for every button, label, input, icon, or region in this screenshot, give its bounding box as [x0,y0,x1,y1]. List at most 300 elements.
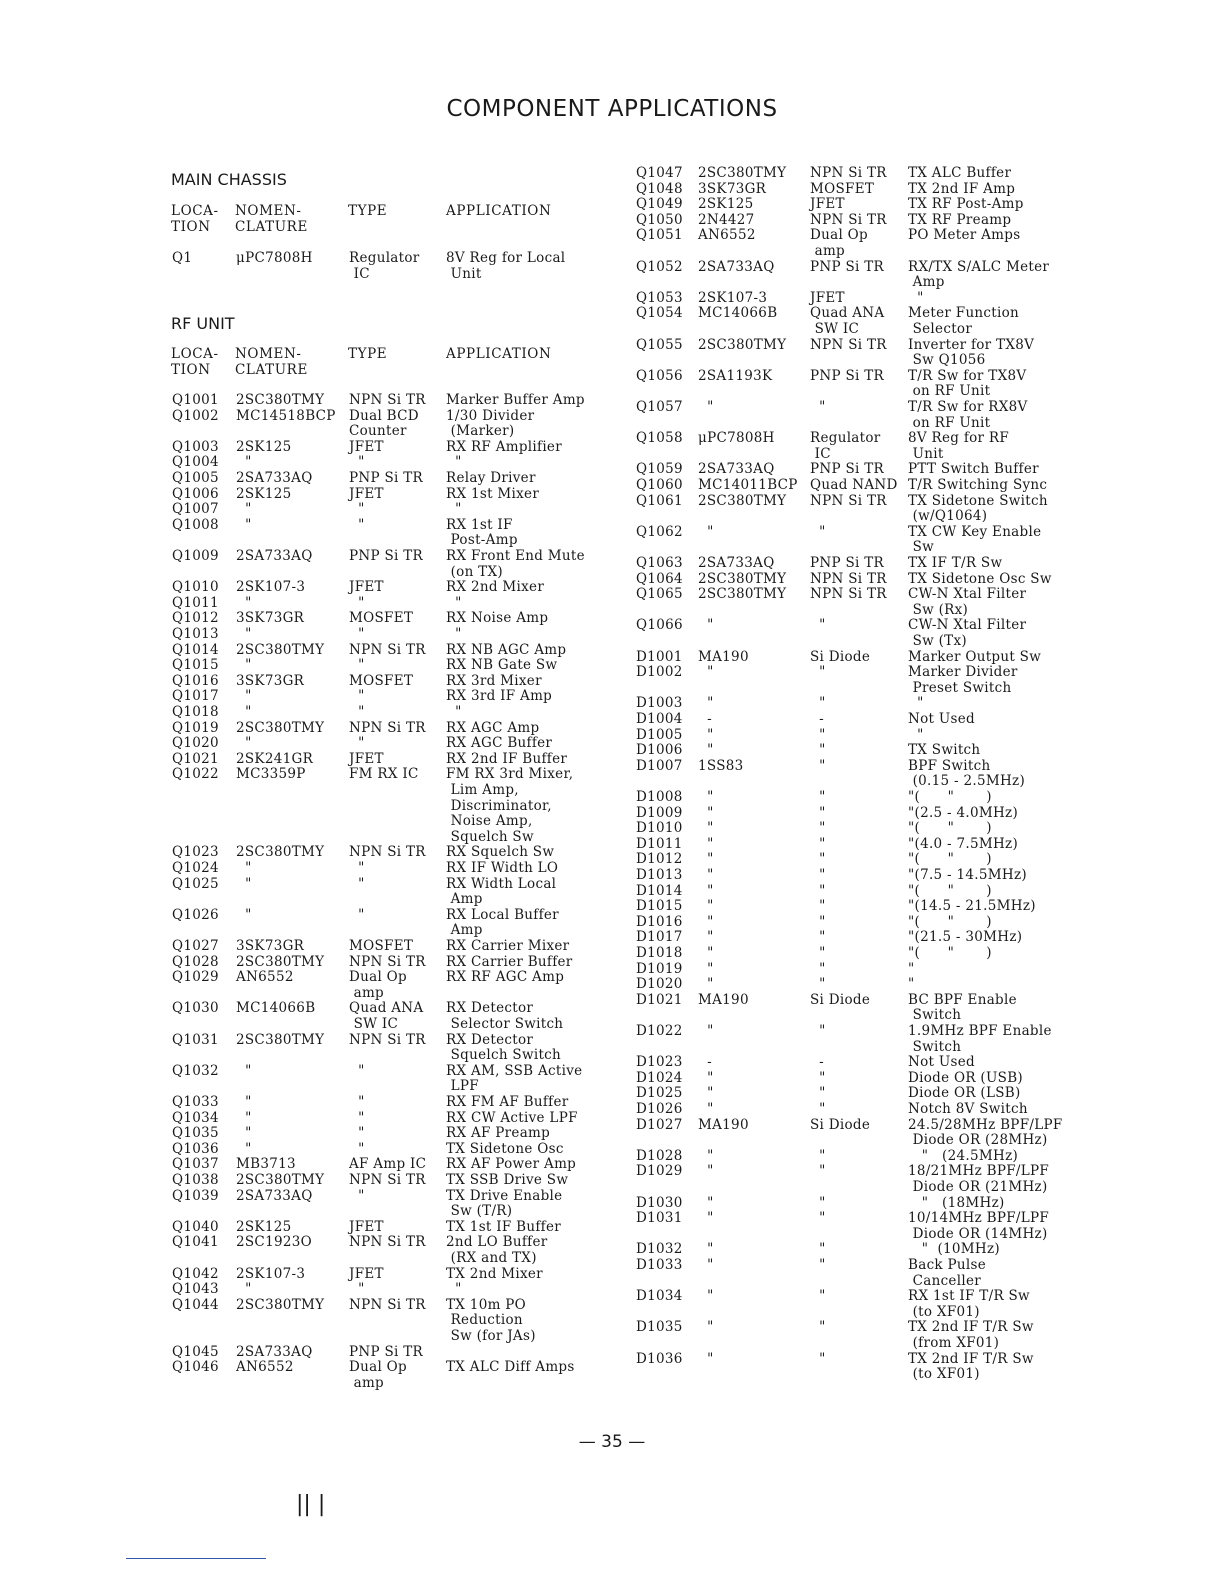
header-nomenclature: NOMEN- CLATURE [235,203,308,235]
cell-loc: Q1028 [172,953,219,970]
cell-nom: " [236,688,252,705]
cell-nom: " [698,882,714,899]
cell-nom: 2SC380TMY [236,392,325,408]
cell-loc: Q1039 [172,1187,219,1204]
cell-app: TX Sidetone Osc Sw [908,570,1052,587]
cell-app: RX AGC Buffer [446,735,553,752]
cell-type: " [810,726,826,743]
cell-type: " [349,1125,365,1142]
cell-type: JFET [349,750,384,767]
cell-nom: " [236,516,252,533]
cell-nom: 2SA733AQ [236,470,313,486]
cell-nom: 2SA733AQ [236,1343,313,1360]
cell-type: " [810,1350,826,1367]
cell-nom: 2SK107-3 [236,579,306,596]
cell-type: " [810,664,826,681]
cell-type: " [810,1257,826,1273]
cell-app: "(4.0 - 7.5MHz) [908,835,1019,852]
cell-loc: Q1005 [172,470,219,486]
cell-nom: 2SC1923O [236,1234,312,1251]
cell-type: PNP Si TR [810,555,884,571]
cell-app: "(21.5 - 30MHz) [908,929,1023,946]
cell-type: " [349,1109,365,1126]
cell-app: 18/21MHz BPF/LPF Diode OR (21MHz) [908,1163,1050,1195]
cell-type: " [810,1085,826,1102]
cell-loc: D1013 [636,867,683,883]
cell-nom: 1SS83 [698,757,744,774]
cell-loc: Q1066 [636,617,683,634]
cell-loc: D1016 [636,913,683,930]
cell-app: T/R Switching Sync [908,477,1048,493]
cell-type: " [810,960,826,977]
cell-app: " (10MHz) [908,1241,1000,1258]
cell-app: RX AGC Amp [446,719,540,736]
cell-type: " [810,1101,826,1117]
cell-app: RX AM, SSB Active LPF [446,1062,583,1095]
cell-app: Marker Divider Preset Switch [908,664,1018,696]
cell-loc: D1002 [636,664,683,681]
cell-loc: Q1014 [172,641,219,658]
cell-loc: Q1052 [636,258,683,275]
cell-type: " [349,626,365,642]
cell-nom: - [698,711,713,727]
cell-type: Regulator IC [810,430,881,462]
cell-app: TX 2nd Mixer [446,1265,543,1282]
cell-loc: Q1012 [172,610,219,627]
cell-app: CW-N Xtal Filter Sw (Tx) [908,617,1027,649]
cell-loc: D1025 [636,1085,683,1102]
cell-loc: Q1053 [636,289,683,306]
cell-loc: D1023 [636,1054,683,1071]
cell-loc: Q1018 [172,704,219,720]
cell-loc: Q1029 [172,969,219,986]
header-application: APPLICATION [446,203,552,219]
cell-nom: AN6552 [236,1359,294,1376]
cell-app: TX CW Key Enable Sw [908,523,1042,556]
cell-type: " [349,657,365,674]
cell-nom: MA190 [698,1116,749,1133]
cell-nom: 3SK73GR [236,610,305,627]
cell-app: RX Detector Selector Switch [446,1000,564,1032]
cell-nom: 2SA733AQ [236,548,313,564]
cell-nom: 2SC380TMY [698,492,787,509]
cell-nom: " [698,1350,714,1367]
cell-app: TX IF T/R Sw [908,555,1003,571]
cell-app: RX/TX S/ALC Meter Amp [908,258,1050,291]
header-location: LOCA- TION [171,203,219,235]
cell-app: RX Width Local Amp [446,875,557,908]
cell-loc: D1018 [636,945,683,961]
cell-type: PNP Si TR [349,470,423,486]
cell-app: Meter Function Selector [908,305,1020,337]
cell-loc: Q1 [172,250,193,266]
cell-type: Dual Op amp [349,969,407,1001]
cell-nom: 2SC380TMY [698,586,787,603]
cell-type: " [810,399,826,415]
cell-loc: D1008 [636,789,683,805]
cell-nom: " [236,735,252,752]
cell-nom: AN6552 [698,227,756,244]
cell-type: NPN Si TR [349,1296,426,1313]
cell-app: Notch 8V Switch [908,1101,1028,1117]
cell-nom: " [698,1101,714,1117]
cell-loc: Q1045 [172,1343,219,1360]
cell-nom: " [236,1125,252,1142]
cell-loc: Q1048 [636,180,683,197]
cell-app: Marker Output Sw [908,648,1042,665]
cell-type: MOSFET [349,610,414,627]
cell-app: RX 3rd Mixer [446,672,542,689]
cell-nom: " [698,1147,714,1164]
cell-loc: Q1013 [172,626,219,642]
cell-nom: MC14066B [698,305,778,322]
cell-type: " [349,860,365,876]
cell-app: TX 10m PO Reduction Sw (for JAs) [446,1296,536,1344]
cell-type: NPN Si TR [349,641,426,658]
cell-app: RX AF Preamp [446,1125,551,1142]
cell-loc: D1012 [636,851,683,868]
cell-nom: 3SK73GR [236,938,305,954]
cell-app: TX Sidetone Switch (w/Q1064) [908,492,1048,525]
cell-nom: " [698,804,714,821]
cell-type: Si Diode [810,991,871,1008]
cell-app: TX 2nd IF Amp [908,180,1016,197]
cell-nom: " [698,399,714,415]
cell-type: " [810,523,826,540]
cell-loc: D1035 [636,1319,683,1336]
cell-loc: Q1004 [172,454,219,471]
cell-loc: Q1054 [636,305,683,322]
page-title: COMPONENT APPLICATIONS [446,96,778,122]
cell-app: Diode OR (USB) [908,1069,1023,1086]
cell-nom: 2SK125 [698,196,754,213]
cell-type: " [810,1319,826,1336]
cell-type: " [349,906,365,923]
cell-nom: 2SK125 [236,438,292,455]
cell-app: "( " ) [908,789,992,805]
cell-loc: D1001 [636,648,683,665]
cell-type: JFET [810,196,845,213]
cell-loc: Q1050 [636,211,683,228]
cell-loc: Q1065 [636,586,683,603]
cell-app: RX AF Power Amp [446,1156,577,1173]
cell-app: "(14.5 - 21.5MHz) [908,898,1036,915]
cell-app: " (24.5MHz) [908,1147,1019,1164]
cell-type: " [810,1023,826,1039]
cell-loc: D1003 [636,695,683,712]
cell-loc: Q1002 [172,407,219,424]
cell-app: " [446,626,462,642]
cell-nom: MC14066B [236,1000,316,1017]
cell-app: RX Carrier Mixer [446,938,570,954]
cell-app: TX 1st IF Buffer [446,1218,561,1235]
cell-nom: " [236,1109,252,1126]
cell-loc: Q1062 [636,523,683,540]
cell-nom: " [236,875,252,892]
cell-type: Quad ANA SW IC [810,305,885,337]
cell-loc: Q1040 [172,1218,219,1235]
cell-type: " [810,804,826,821]
main-chassis-heading: MAIN CHASSIS [171,170,287,189]
cell-nom: 2N4427 [698,211,755,228]
cell-app: "( " ) [908,913,992,930]
cell-loc: Q1024 [172,860,219,876]
cell-loc: D1032 [636,1241,683,1258]
cell-loc: Q1032 [172,1062,219,1079]
cell-type: " [810,1147,826,1164]
cell-type: JFET [349,438,384,455]
cell-nom: " [698,945,714,961]
cell-app: " [908,726,924,743]
cell-nom: " [698,664,714,681]
cell-nom: " [698,835,714,852]
cell-nom: 2SA733AQ [698,461,775,478]
cell-type: JFET [349,1218,384,1235]
cell-type: " [349,516,365,533]
cell-type: " [810,617,826,634]
cell-loc: Q1036 [172,1140,219,1157]
cell-loc: Q1058 [636,430,683,447]
cell-type: " [810,929,826,946]
cell-type: Si Diode [810,1116,871,1133]
header-location: LOCA- TION [171,346,219,378]
cell-loc: D1014 [636,882,683,899]
cell-app: T/R Sw for RX8V on RF Unit [908,399,1028,431]
cell-nom: MC3359P [236,766,306,783]
cell-loc: Q1049 [636,196,683,213]
cell-nom: " [236,704,252,720]
bottom-rule [126,1558,266,1559]
cell-loc: Q1060 [636,477,683,493]
cell-nom: MC14011BCP [698,477,798,493]
cell-type: - [810,711,825,727]
header-type: TYPE [348,346,388,362]
cell-nom: MC14518BCP [236,407,336,424]
cell-type: Quad ANA SW IC [349,1000,424,1032]
cell-type: PNP Si TR [349,548,423,564]
cell-type: - [810,1054,825,1071]
cell-type: Quad NAND [810,477,898,493]
cell-nom: " [698,1288,714,1305]
cell-nom: μPC7808H [698,430,775,447]
cell-type: JFET [349,485,384,502]
cell-type: JFET [349,579,384,596]
header-type: TYPE [348,203,388,219]
cell-nom: " [236,454,252,471]
cell-nom: " [236,1094,252,1110]
cell-app: RX FM AF Buffer [446,1094,569,1110]
cell-app: FM RX 3rd Mixer, Lim Amp, Discriminator, Noise Amp, Squelch Sw [446,766,574,845]
page-number: — 35 — [578,1432,646,1452]
cell-app: " [446,501,462,518]
cell-nom: MA190 [698,991,749,1008]
cell-type: MOSFET [349,672,414,689]
cell-app: 10/14MHz BPF/LPF Diode OR (14MHz) [908,1210,1050,1242]
cell-loc: Q1044 [172,1296,219,1313]
cell-type: Regulator IC [349,250,420,282]
cell-app: "(7.5 - 14.5MHz) [908,867,1027,883]
cell-nom: " [236,626,252,642]
cell-loc: D1034 [636,1288,683,1305]
cell-loc: D1028 [636,1147,683,1164]
cell-type: " [810,742,826,759]
cell-nom: 2SC380TMY [698,336,787,353]
cell-nom: " [698,1257,714,1273]
cell-app: TX 2nd IF T/R Sw (to XF01) [908,1350,1034,1383]
cell-nom: " [698,913,714,930]
cell-app: " [446,704,462,720]
header-nomenclature: NOMEN- CLATURE [235,346,308,378]
cell-type: " [810,867,826,883]
cell-app: BPF Switch (0.15 - 2.5MHz) [908,757,1026,790]
cell-nom: 2SA733AQ [698,258,775,275]
cell-loc: Q1008 [172,516,219,533]
cell-loc: Q1059 [636,461,683,478]
cell-loc: Q1030 [172,1000,219,1017]
cell-nom: 2SC380TMY [236,844,325,861]
cell-loc: Q1064 [636,570,683,587]
cell-app: TX RF Post-Amp [908,196,1024,213]
cell-app: BC BPF Enable Switch [908,991,1017,1024]
cell-app: RX Local Buffer Amp [446,906,559,939]
cell-loc: D1033 [636,1257,683,1273]
cell-type: AF Amp IC [349,1156,427,1173]
cell-nom: " [698,695,714,712]
cell-loc: D1005 [636,726,683,743]
cell-nom: " [698,867,714,883]
cell-loc: D1027 [636,1116,683,1133]
cell-loc: Q1057 [636,399,683,415]
cell-type: PNP Si TR [349,1343,423,1360]
cell-app: CW-N Xtal Filter Sw (Rx) [908,586,1027,618]
cell-nom: 2SK125 [236,1218,292,1235]
cell-loc: D1031 [636,1210,683,1227]
cell-type: Si Diode [810,648,871,665]
cell-loc: D1015 [636,898,683,915]
cell-nom: 2SK125 [236,485,292,502]
cell-loc: D1026 [636,1101,683,1117]
cell-loc: D1024 [636,1069,683,1086]
cell-loc: Q1061 [636,492,683,509]
cell-type: " [810,695,826,712]
cell-app: 1/30 Divider (Marker) [446,407,535,440]
cell-nom: AN6552 [236,969,294,986]
cell-nom: " [698,898,714,915]
cell-nom: 3SK73GR [236,672,305,689]
cell-loc: D1017 [636,929,683,946]
cell-type: " [810,1194,826,1211]
cell-app: "( " ) [908,945,992,961]
cell-type: " [810,1241,826,1258]
cell-app: RX Squelch Sw [446,844,555,861]
cell-type: NPN Si TR [349,844,426,861]
cell-nom: " [236,501,252,518]
cell-type: " [349,501,365,518]
cell-loc: Q1017 [172,688,219,705]
cell-loc: Q1021 [172,750,219,767]
cell-loc: Q1016 [172,672,219,689]
cell-app: TX ALC Buffer [908,165,1012,181]
cell-app: RX Noise Amp [446,610,549,627]
cell-type: " [349,1140,365,1157]
cell-loc: Q1038 [172,1172,219,1188]
cell-nom: " [236,1062,252,1079]
cell-nom: μPC7808H [236,250,313,266]
cell-type: MOSFET [810,180,875,197]
cell-type: " [810,1210,826,1227]
cell-loc: Q1046 [172,1359,219,1376]
header-application: APPLICATION [446,346,552,362]
cell-nom: " [236,1140,252,1157]
cell-type: " [349,1281,365,1298]
cell-type: JFET [349,1265,384,1282]
cell-loc: Q1010 [172,579,219,596]
cell-loc: Q1020 [172,735,219,752]
cell-nom: 2SC380TMY [236,1031,325,1048]
cell-loc: D1010 [636,820,683,837]
cell-app: RX Front End Mute (on TX) [446,548,585,580]
cell-nom: 2SC380TMY [698,570,787,587]
cell-loc: D1006 [636,742,683,759]
cell-app: 1.9MHz BPF Enable Switch [908,1023,1052,1055]
cell-type: " [349,594,365,611]
cell-app: TX 2nd IF T/R Sw (from XF01) [908,1319,1034,1351]
cell-loc: Q1031 [172,1031,219,1048]
cell-type: Dual BCD Counter [349,407,419,440]
cell-type: " [349,735,365,752]
cell-type: " [349,1062,365,1079]
cell-nom: 2SC380TMY [236,953,325,970]
cell-type: " [810,976,826,993]
cell-nom: 2SK107-3 [698,289,768,306]
cell-loc: D1036 [636,1350,683,1367]
cell-app: PO Meter Amps [908,227,1021,244]
cell-app: RX 2nd IF Buffer [446,750,568,767]
cell-type: NPN Si TR [810,586,887,603]
cell-app: Not Used [908,1054,975,1071]
cell-nom: 2SC380TMY [236,719,325,736]
cell-type: " [810,820,826,837]
cell-app: RX RF Amplifier [446,438,562,455]
cell-nom: " [698,523,714,540]
cell-app: RX 1st IF T/R Sw (to XF01) [908,1288,1030,1320]
cell-app: RX IF Width LO [446,860,559,876]
cell-app: " [908,695,924,712]
cell-loc: Q1007 [172,501,219,518]
cell-loc: Q1035 [172,1125,219,1142]
cell-app: TX ALC Diff Amps [446,1359,575,1376]
cell-nom: 2SA733AQ [698,555,775,571]
cell-type: " [810,882,826,899]
cell-loc: Q1041 [172,1234,219,1251]
cell-type: " [810,913,826,930]
cell-loc: Q1055 [636,336,683,353]
cell-type: " [810,1069,826,1086]
cell-loc: Q1003 [172,438,219,455]
cell-loc: D1009 [636,804,683,821]
cell-type: " [349,688,365,705]
cell-loc: Q1006 [172,485,219,502]
cell-type: " [349,875,365,892]
cell-loc: Q1056 [636,367,683,384]
cell-nom: " [698,820,714,837]
cell-type: PNP Si TR [810,258,884,275]
cell-app: "(2.5 - 4.0MHz) [908,804,1019,821]
cell-app: Diode OR (LSB) [908,1085,1021,1102]
cell-type: NPN Si TR [810,336,887,353]
cell-app: Marker Buffer Amp [446,392,585,408]
cell-loc: Q1023 [172,844,219,861]
